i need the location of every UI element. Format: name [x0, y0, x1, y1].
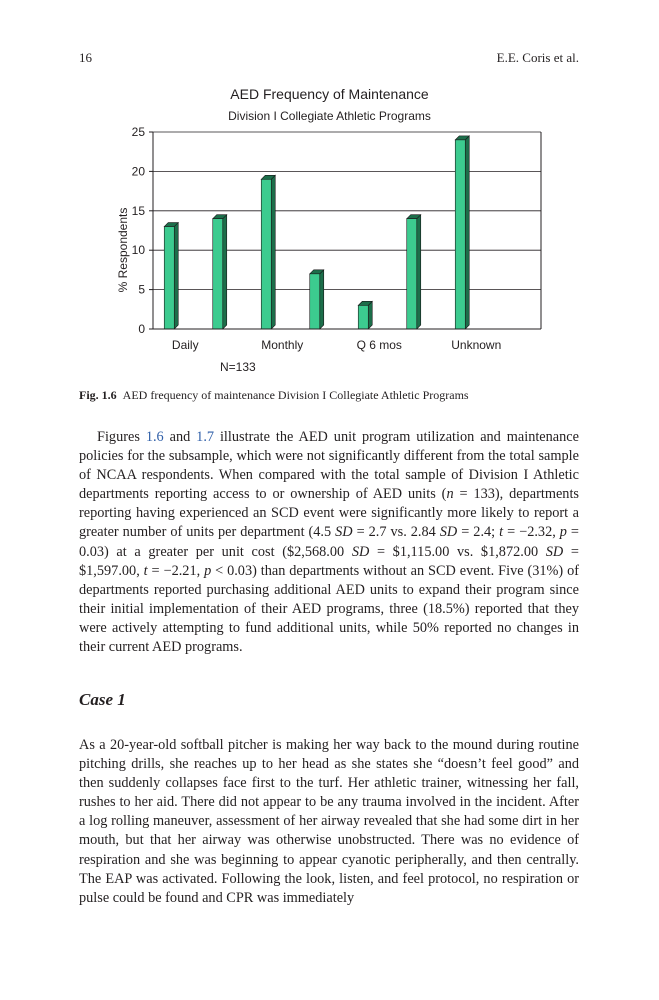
y-tick-label: 0 [138, 322, 145, 336]
bar-side [271, 175, 275, 329]
bar-side [417, 215, 421, 329]
bar-chart [79, 80, 559, 380]
y-tick-label: 10 [131, 243, 145, 258]
chart-axes [132, 125, 541, 352]
running-head: E.E. Coris et al. [496, 50, 579, 65]
y-tick-label: 5 [138, 282, 145, 297]
bar-side [174, 223, 178, 329]
bar [261, 175, 275, 329]
bar [407, 215, 421, 329]
paragraph-case-1: As a 20-year-old softball pitcher is making her way back to the mound during routine pitching drills, she reaches up to her head as she states she “doesn’t feel good” and then suddenly collapses face first to the turf. Her athletic trainer, witnessing her fall, rushes to her aid. There did not appear to be any trauma involved in the incident. After a log rolling maneuver, assessment of her airway revealed that she had some dirt in her mouth, but that her airway was otherwise unobstructed. There was no evidence of respiration and she was beginning to appear cyanotic peripherally, and then centrally. The EAP was activated. Following the look, listen, and feel protocol, no respiration or pulse could be found and CPR was immediately [79, 737, 579, 906]
chart-gridlines [153, 132, 541, 290]
y-tick-label: 20 [131, 164, 145, 179]
bar-side [320, 270, 324, 329]
figure-1-6-link[interactable]: 1.6 [145, 429, 164, 445]
page-number: 16 [79, 50, 92, 65]
chart-title: AED Frequency of Maintenance [230, 86, 429, 102]
bar [310, 270, 324, 329]
bar-front [261, 179, 271, 329]
bar-side [223, 215, 227, 329]
section-title: Case 1 [79, 690, 126, 709]
figure-caption-text: AED frequency of maintenance Division I Collegiate Athletic Programs [122, 388, 469, 402]
x-tick-label: Q 6 mos [356, 338, 402, 352]
paragraph-figures-summary: Figures 1.6 and 1.7 illustrate the AED unit program utilization and maintenance policies for the subsample, which were not significantly different from the total sample of NCAA respondents. When compared with the total sample of Division I Athletic departments reporting access to or ownership of AED units (n = 133), departments reporting having experienced an SCD event were significantly more likely to report a greater number of units per department (4.5 SD = 2.7 vs. 2.84 SD = 2.4; t = −2.32, p = 0.03) at a greater per unit cost ($2,568.00 SD = $1,115.00 vs. $1,872.00 SD = $1,597.00, t = −2.21, p < 0.03) than departments without an SCD event. Five (31%) of departments reported purchasing additional AED units to expand their program since their initial implementation of their AED programs, three (18.5%) reported that they were actively attempting to fund additional units, while 50% reported no changes in their current AED programs. [79, 429, 580, 656]
bar-front [455, 140, 465, 329]
bar-front [407, 219, 417, 329]
x-tick-label: Daily [171, 338, 199, 352]
bar-front [358, 305, 368, 329]
x-tick-label: Monthly [261, 338, 304, 352]
bar-front [213, 219, 223, 329]
bar [358, 301, 372, 329]
y-tick-label: 25 [131, 125, 145, 139]
bar [213, 215, 227, 329]
figure-1-7-link[interactable]: 1.7 [196, 429, 215, 445]
y-tick-label: 15 [131, 203, 145, 218]
x-tick-label: Unknown [451, 338, 502, 352]
bar [455, 136, 469, 329]
sample-size-note: N=133 [220, 360, 256, 374]
bar-side [465, 136, 469, 329]
bar-front [164, 227, 174, 329]
bar-front [310, 274, 320, 329]
y-axis-label: % Respondents [116, 207, 130, 293]
figure-caption [79, 388, 469, 403]
chart-bars [164, 136, 469, 329]
bar [164, 223, 178, 329]
bar-side [368, 301, 372, 329]
figure-label: Fig. 1.6 [79, 388, 117, 402]
chart-subtitle: Division I Collegiate Athletic Programs [228, 109, 431, 123]
